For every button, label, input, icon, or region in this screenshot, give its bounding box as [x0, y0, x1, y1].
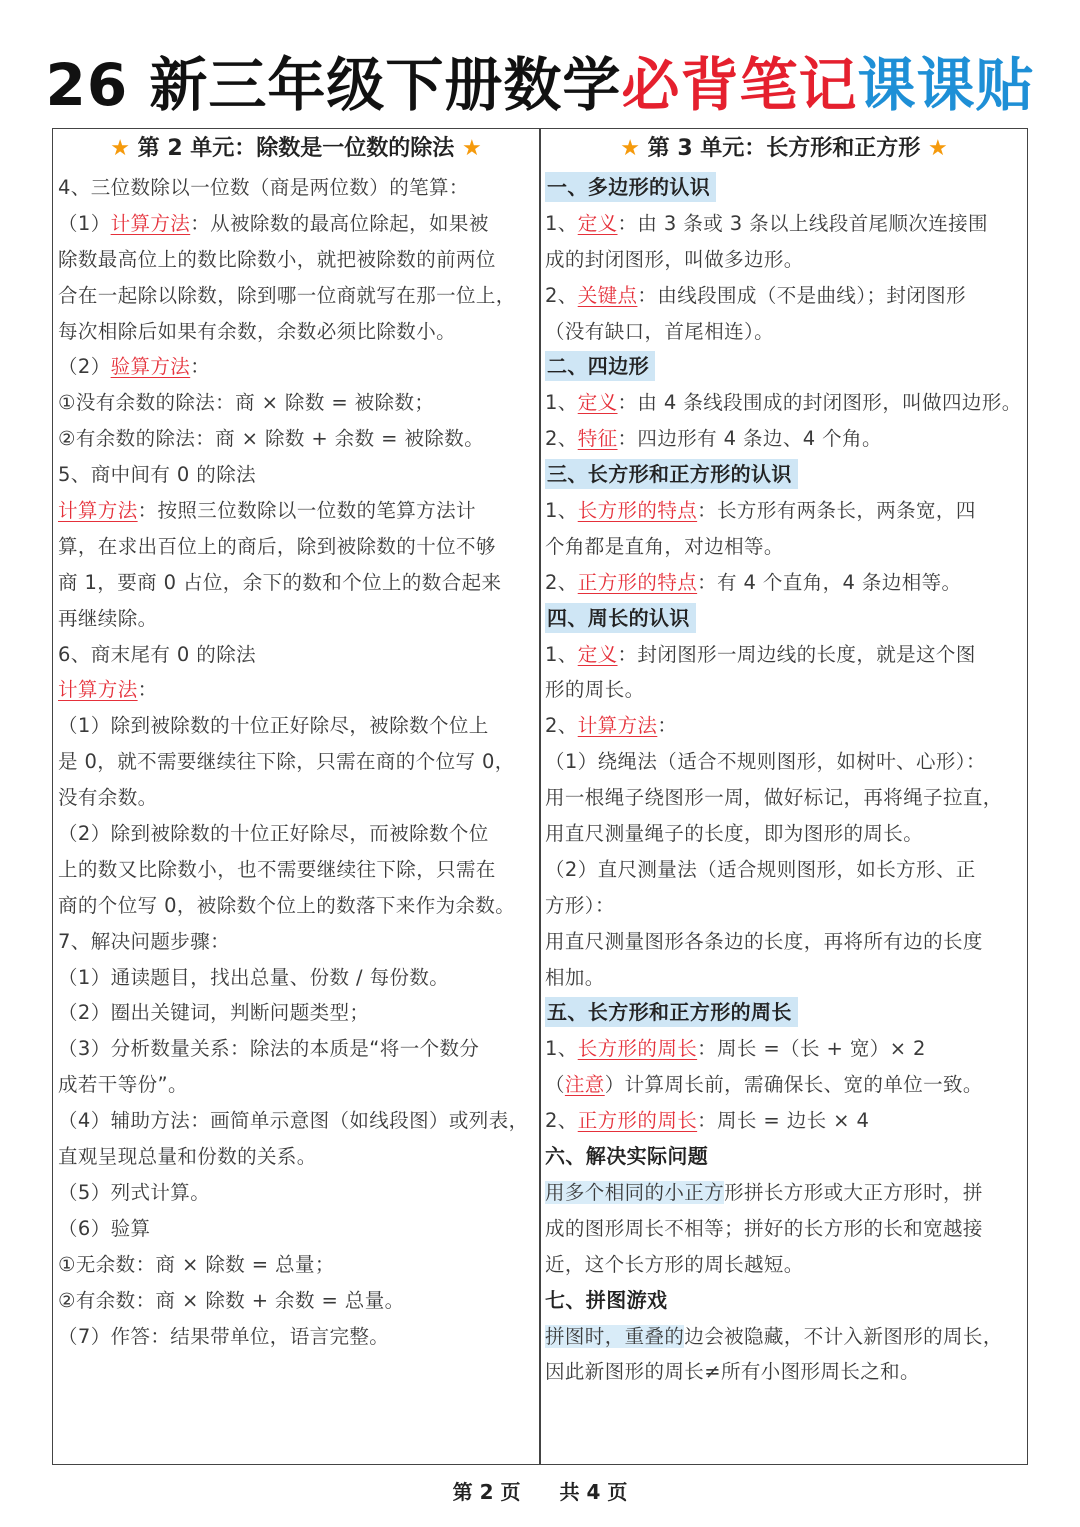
key-term: 正方形的周长 — [577, 1109, 698, 1133]
star-icon: ★ — [927, 136, 948, 161]
note-line — [545, 1175, 1023, 1211]
section-heading: 七、拼图游戏 — [545, 1287, 668, 1312]
note-line — [58, 1247, 534, 1283]
note-text: 形拼长方形或大正方形时，拼 — [724, 1180, 983, 1204]
note-text: ：四边形有 4 条边、4 个角。 — [617, 427, 882, 451]
note-text: 形的周长。 — [545, 678, 645, 702]
page-number: 第 2 页 — [452, 1480, 521, 1504]
key-term: 关键点 — [577, 283, 638, 307]
left-column-heading — [58, 128, 534, 170]
note-line — [545, 421, 1023, 457]
note-text: 商 1，要商 0 占位，余下的数和个位上的数合起来 — [58, 570, 502, 594]
highlighted-text: 用多个相同的小正方 — [545, 1180, 725, 1204]
note-line — [58, 995, 534, 1031]
key-term: 长方形的周长 — [577, 1037, 698, 1061]
page-title — [0, 38, 1080, 122]
note-line — [58, 852, 534, 888]
section-heading: 一、多边形的认识 — [545, 172, 716, 202]
note-text: 商的个位写 0，被除数个位上的数落下来作为余数。 — [58, 893, 516, 917]
note-text: ①无余数：商 × 除数 = 总量； — [58, 1252, 335, 1276]
note-text: 没有余数。 — [58, 786, 158, 810]
key-term: 定义 — [577, 211, 618, 235]
highlighted-text: 拼图时，重叠的 — [545, 1324, 685, 1348]
note-line — [58, 385, 534, 421]
note-line — [545, 744, 1023, 780]
note-line — [545, 960, 1023, 996]
note-text: ：封闭图形一周边线的长度，就是这个图 — [617, 642, 976, 666]
note-text: ：从被除数的最高位除起，如果被 — [190, 211, 489, 235]
note-text: 2、 — [545, 283, 578, 307]
note-line — [58, 816, 534, 852]
note-line — [58, 601, 534, 637]
note-text: ）计算周长前，需确保长、宽的单位一致。 — [604, 1073, 983, 1097]
note-line — [545, 493, 1023, 529]
note-text: 合在一起除以除数，除到哪一位商就写在那一位上， — [58, 283, 516, 307]
note-line — [545, 601, 1023, 637]
right-column — [545, 128, 1023, 1390]
note-line — [545, 995, 1023, 1031]
note-text: （4）辅助方法：画简单示意图（如线段图）或列表， — [58, 1109, 529, 1133]
note-text: （3）分析数量关系：除法的本质是“将一个数分 — [58, 1037, 480, 1061]
note-text: 个角都是直角，对边相等。 — [545, 534, 784, 558]
note-text: 算，在求出百位上的商后，除到被除数的十位不够 — [58, 534, 496, 558]
key-term: 长方形的特点 — [577, 499, 698, 523]
note-text: ②有余数：商 × 除数 + 余数 = 总量。 — [58, 1288, 405, 1312]
note-line — [545, 385, 1023, 421]
note-line — [58, 565, 534, 601]
left-column — [58, 128, 534, 1354]
note-text: 成的图形周长不相等；拼好的长方形的长和宽越接 — [545, 1216, 983, 1240]
note-text: 方形）： — [545, 893, 615, 917]
note-text: 1、 — [545, 642, 578, 666]
star-icon: ★ — [461, 136, 482, 161]
note-text: ：由线段围成（不是曲线）；封闭图形 — [637, 283, 966, 307]
note-text: ②有余数的除法：商 × 除数 + 余数 = 被除数。 — [58, 427, 485, 451]
note-line — [58, 529, 534, 565]
column-divider — [539, 128, 541, 1465]
note-line — [545, 242, 1023, 278]
note-line — [545, 457, 1023, 493]
note-text: ：长方形有两条长，两条宽，四 — [697, 499, 976, 523]
note-text: 直观呈现总量和份数的关系。 — [58, 1145, 317, 1169]
note-line — [545, 1139, 1023, 1175]
note-line — [58, 349, 534, 385]
note-line — [545, 529, 1023, 565]
page-total: 共 4 页 — [559, 1480, 628, 1504]
right-column-heading — [545, 128, 1023, 170]
section-heading: 六、解决实际问题 — [545, 1144, 709, 1169]
right-heading-text: 第 3 单元：长方形和正方形 — [647, 136, 921, 161]
note-text: （6）验算 — [58, 1216, 151, 1240]
note-text: ：由 3 条或 3 条以上线段首尾顺次连接围 — [617, 211, 988, 235]
section-heading: 四、周长的认识 — [545, 603, 696, 633]
note-line — [58, 960, 534, 996]
note-text: （2）圈出关键词，判断问题类型； — [58, 1001, 370, 1025]
key-term: 计算方法 — [58, 678, 138, 702]
note-text: 成的封闭图形，叫做多边形。 — [545, 247, 804, 271]
note-line — [545, 852, 1023, 888]
note-line — [58, 744, 534, 780]
note-line — [58, 888, 534, 924]
note-line — [545, 708, 1023, 744]
note-line — [58, 1175, 534, 1211]
note-text: （1） — [58, 211, 111, 235]
note-line — [545, 1247, 1023, 1283]
note-text: ：周长 = 边长 × 4 — [697, 1109, 870, 1133]
note-text: 再继续除。 — [58, 606, 158, 630]
key-term: 验算方法 — [110, 355, 191, 379]
note-line — [545, 314, 1023, 350]
note-line — [58, 924, 534, 960]
note-line — [58, 708, 534, 744]
note-line — [545, 672, 1023, 708]
note-text: 成若干等份”。 — [58, 1073, 188, 1097]
title-main: 26 新三年级下册数学 — [45, 51, 622, 119]
note-line — [58, 421, 534, 457]
note-text: 近，这个长方形的周长越短。 — [545, 1252, 804, 1276]
note-line — [545, 206, 1023, 242]
note-line — [58, 1103, 534, 1139]
note-line — [545, 278, 1023, 314]
note-line — [545, 637, 1023, 673]
star-icon: ★ — [620, 136, 640, 161]
note-line — [58, 1139, 534, 1175]
page-footer — [0, 1476, 1080, 1505]
note-text: （2） — [58, 355, 111, 379]
note-text: 因此新图形的周长≠所有小图形周长之和。 — [545, 1360, 920, 1384]
note-line — [58, 1319, 534, 1355]
note-text: 1、 — [545, 1037, 578, 1061]
note-line — [58, 170, 534, 206]
note-line — [58, 314, 534, 350]
note-line — [545, 1031, 1023, 1067]
note-text: ：周长 =（长 + 宽）× 2 — [697, 1037, 926, 1061]
note-text: 边会被隐藏，不计入新图形的周长， — [684, 1324, 1003, 1348]
note-text: 用直尺测量图形各条边的长度，再将所有边的长度 — [545, 929, 983, 953]
key-term: 特征 — [577, 427, 618, 451]
note-line — [58, 457, 534, 493]
note-line — [58, 1031, 534, 1067]
key-term: 计算方法 — [110, 211, 191, 235]
note-text: （1）通读题目，找出总量、份数 / 每份数。 — [58, 965, 450, 989]
note-line — [58, 1283, 534, 1319]
note-text: ： — [190, 355, 211, 379]
note-line — [545, 924, 1023, 960]
title-highlight-red: 必背笔记 — [621, 51, 858, 119]
note-text: （2）直尺测量法（适合规则图形，如长方形、正 — [545, 857, 976, 881]
note-text: 2、 — [545, 1109, 578, 1133]
note-line — [58, 1211, 534, 1247]
note-line — [545, 565, 1023, 601]
note-text: 1、 — [545, 499, 578, 523]
note-text: ： — [137, 678, 158, 702]
note-text: 2、 — [545, 714, 578, 738]
note-line — [545, 170, 1023, 206]
note-text: 用直尺测量绳子的长度，即为图形的周长。 — [545, 822, 924, 846]
key-term: 注意 — [564, 1073, 605, 1097]
note-text: 相加。 — [545, 965, 605, 989]
note-line — [58, 278, 534, 314]
key-term: 定义 — [577, 642, 618, 666]
note-text: 1、 — [545, 391, 578, 415]
note-text: （1）绕绳法（适合不规则图形，如树叶、心形）： — [545, 750, 986, 774]
note-text: 2、 — [545, 427, 578, 451]
note-text: 6、商末尾有 0 的除法 — [58, 642, 257, 666]
note-line — [58, 1067, 534, 1103]
note-text: ：按照三位数除以一位数的笔算方法计 — [137, 499, 476, 523]
note-text: 7、解决问题步骤： — [58, 929, 231, 953]
note-text: 每次相除后如果有余数，余数必须比除数小。 — [58, 319, 457, 343]
right-notes — [545, 170, 1023, 1390]
note-text: ：由 4 条线段围成的封闭图形，叫做四边形。 — [617, 391, 1022, 415]
key-term: 计算方法 — [577, 714, 658, 738]
note-text: ①没有余数的除法：商 × 除数 = 被除数； — [58, 391, 435, 415]
note-line — [58, 242, 534, 278]
section-heading: 三、长方形和正方形的认识 — [545, 459, 798, 489]
section-heading: 二、四边形 — [545, 351, 655, 381]
note-text: 上的数又比除数小，也不需要继续往下除，只需在 — [58, 857, 496, 881]
note-line — [545, 780, 1023, 816]
note-line — [545, 1211, 1023, 1247]
note-line — [545, 816, 1023, 852]
note-line — [58, 206, 534, 242]
key-term: 正方形的特点 — [577, 570, 698, 594]
note-line — [58, 637, 534, 673]
note-line — [545, 1283, 1023, 1319]
note-text: （2）除到被除数的十位正好除尽，而被除数个位 — [58, 822, 489, 846]
note-text: ：有 4 个直角，4 条边相等。 — [697, 570, 962, 594]
note-text: 用一根绳子绕图形一周，做好标记，再将绳子拉直， — [545, 786, 1003, 810]
left-heading-text: 第 2 单元：除数是一位数的除法 — [137, 136, 455, 161]
note-line — [545, 1354, 1023, 1390]
note-text: 2、 — [545, 570, 578, 594]
title-highlight-blue: 课课贴 — [857, 51, 1035, 119]
note-line — [545, 888, 1023, 924]
note-line — [58, 780, 534, 816]
note-text: （7）作答：结果带单位，语言完整。 — [58, 1324, 390, 1348]
note-text: 1、 — [545, 211, 578, 235]
left-notes — [58, 170, 534, 1354]
key-term: 计算方法 — [58, 499, 138, 523]
note-text: （5）列式计算。 — [58, 1180, 211, 1204]
note-line — [545, 1103, 1023, 1139]
note-text: 是 0，就不需要继续往下除，只需在商的个位写 0， — [58, 750, 515, 774]
note-text: 4、三位数除以一位数（商是两位数）的笔算： — [58, 176, 469, 199]
note-line — [58, 672, 534, 708]
star-icon: ★ — [110, 136, 130, 161]
key-term: 定义 — [577, 391, 618, 415]
note-text: 除数最高位上的数比除数小，就把被除数的前两位 — [58, 247, 496, 271]
note-text: （ — [545, 1073, 565, 1097]
note-line — [545, 1067, 1023, 1103]
note-line — [545, 349, 1023, 385]
section-heading: 五、长方形和正方形的周长 — [545, 997, 798, 1027]
note-text: 5、商中间有 0 的除法 — [58, 463, 257, 487]
note-text: （1）除到被除数的十位正好除尽，被除数个位上 — [58, 714, 489, 738]
note-text: （没有缺口，首尾相连）。 — [545, 319, 775, 343]
note-line — [58, 493, 534, 529]
note-line — [545, 1319, 1023, 1355]
note-text: ： — [657, 714, 678, 738]
